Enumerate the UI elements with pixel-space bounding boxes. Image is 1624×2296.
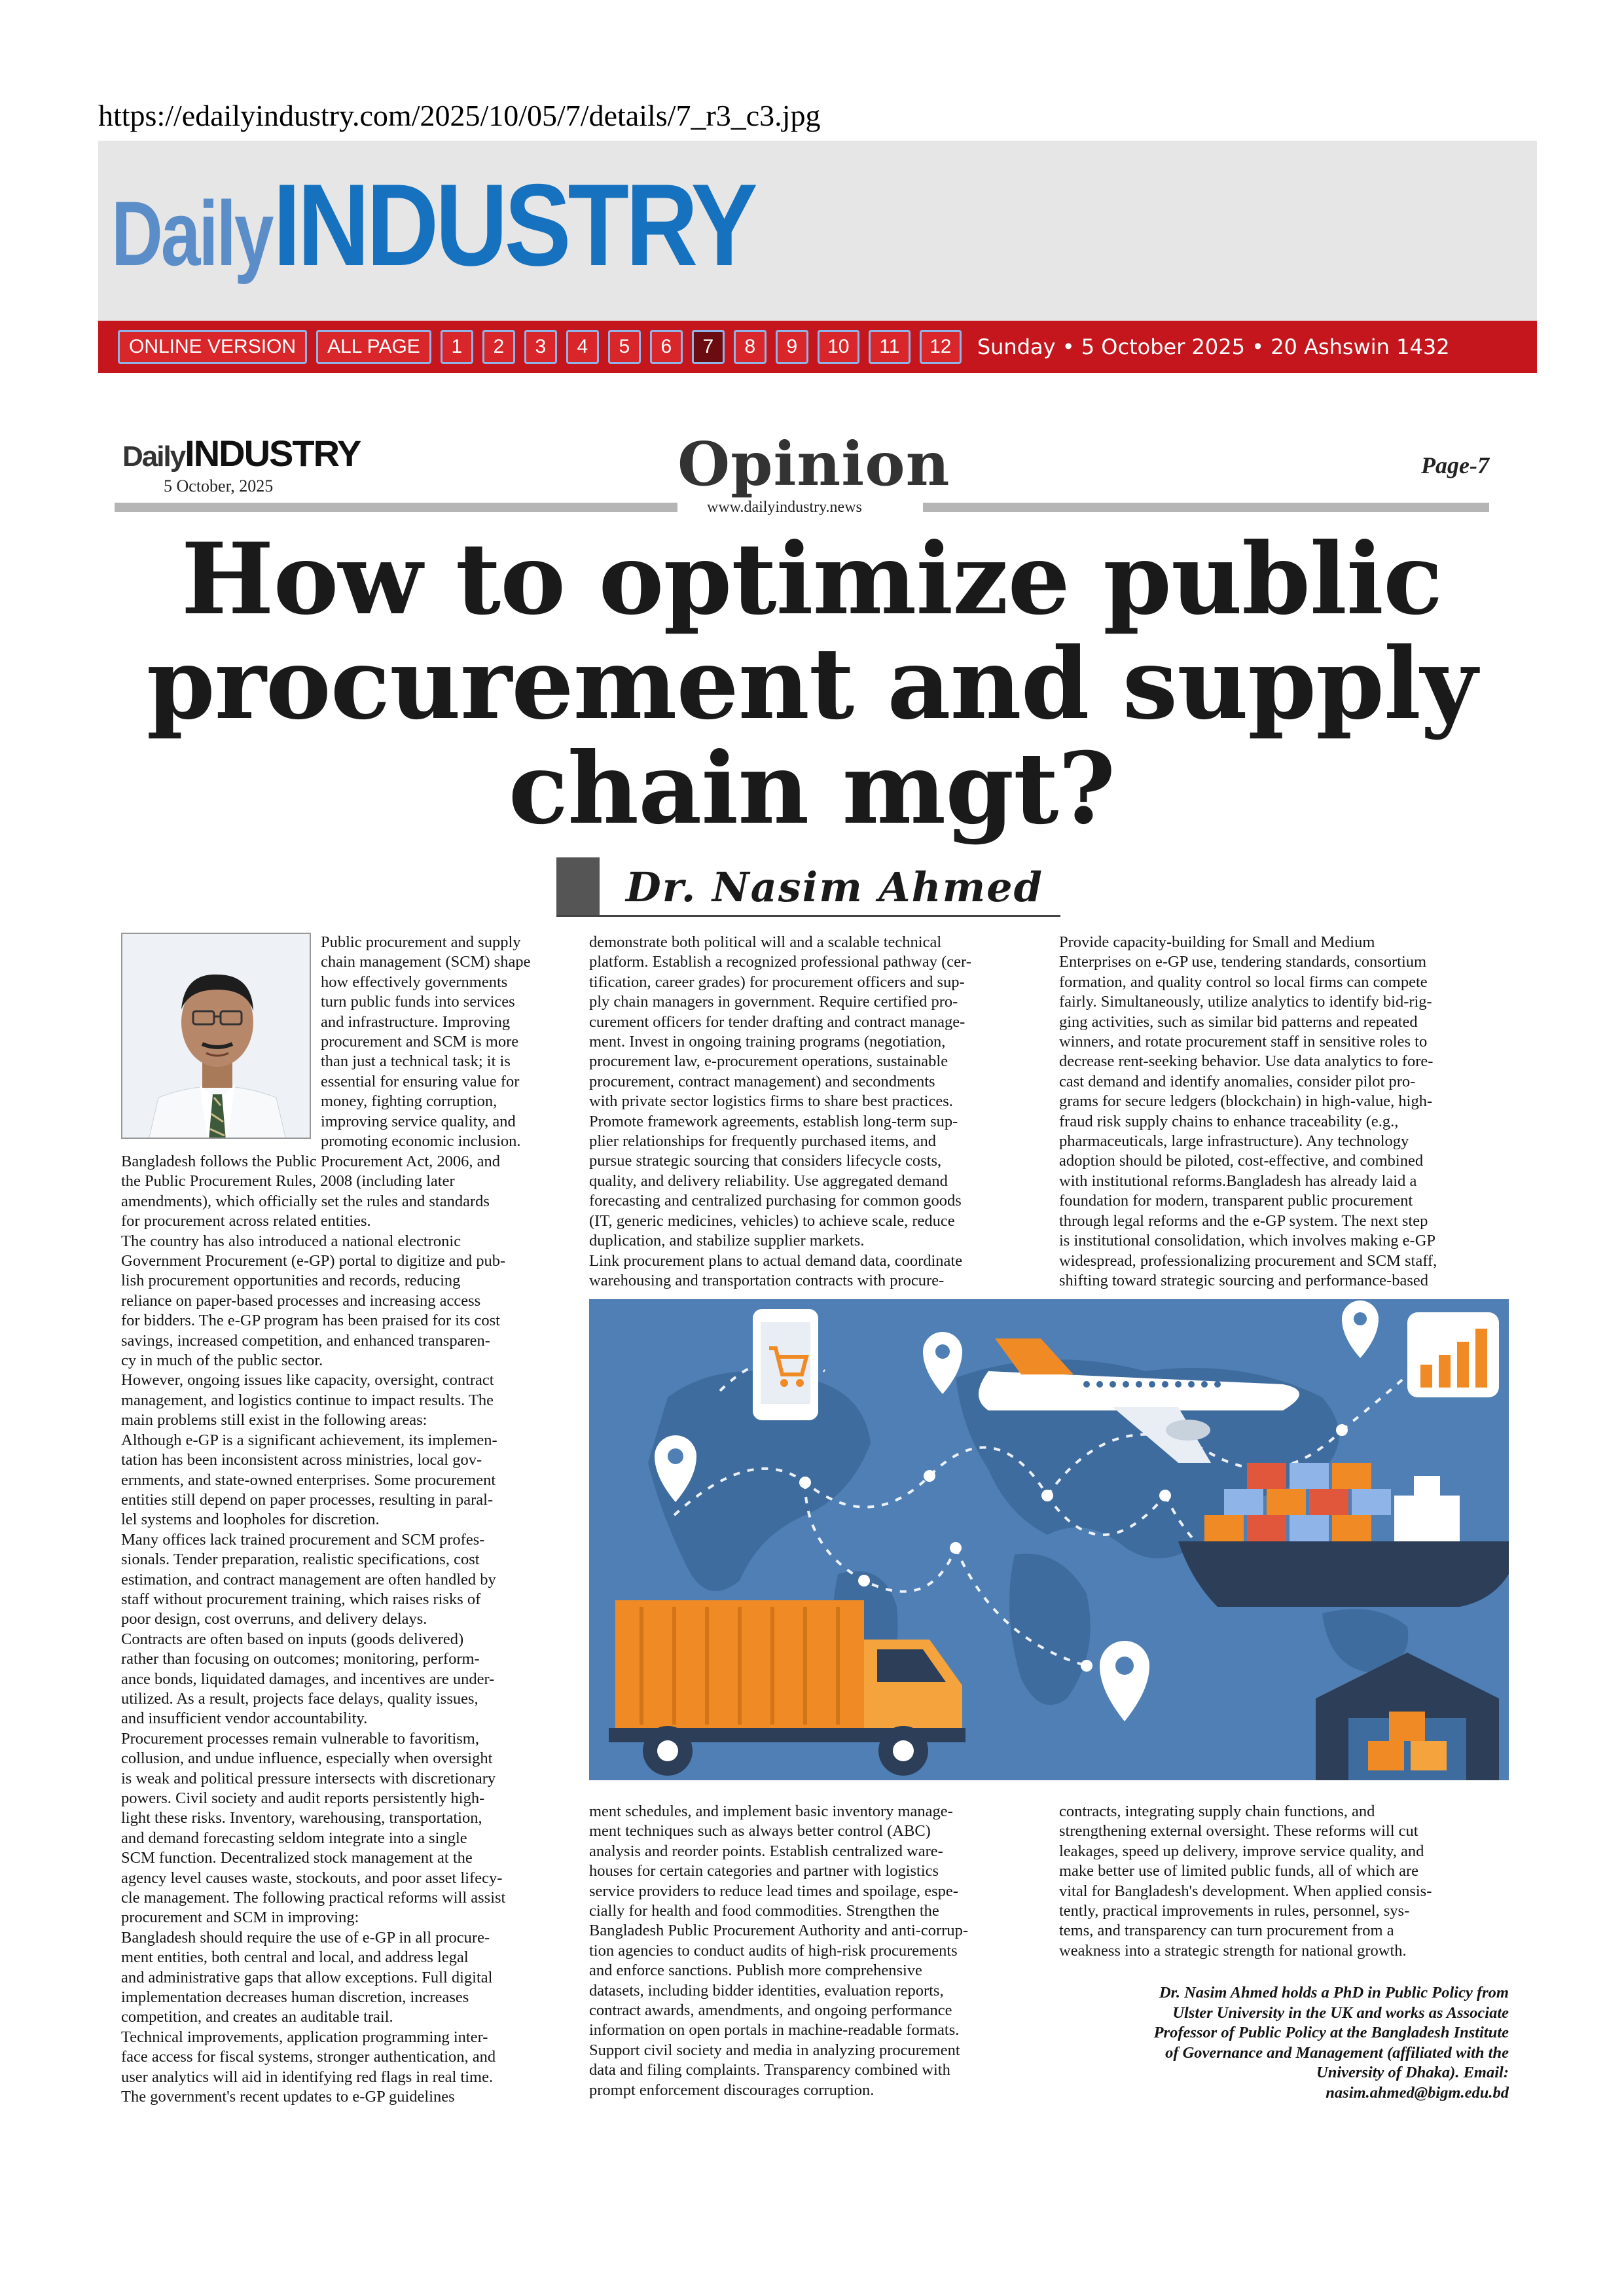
byline-bar: [556, 857, 600, 916]
page-button-9[interactable]: 9: [776, 330, 808, 364]
byline-underline: [556, 915, 1060, 917]
column-2-top: demonstrate both political will and a scalable technical platform. Establish a recognized professional pathway (cer- tification, career grades) for procurement officers and sup- ply chain managers in government. Require certified pro- curement officers for tender drafting and contract manage- ment. Invest in ongoing training programs (negotiation, procurement law, e-procurement operations, sustainable procurement, contract management) and secondments with private sector logistics firms to share best practices. Promote framework agreements, establish long-term sup- plier relationships for frequently purchased items, and pursue strategic sourcing that considers lifecycle costs, quality, and delivery reliability. Use aggregated demand forecasting and centralized purchasing for common goods (IT, generic medicines, vehicles) to achieve scale, reduce duplication, and stabilize supplier markets. Link procurement plans to actual demand data, coordinate warehousing and transportation contracts with procure-: [589, 933, 971, 1289]
site-logo[interactable]: [111, 160, 833, 290]
logo-daily-text: Daily: [111, 182, 272, 285]
paper-logo: DailyINDUSTRY: [122, 433, 361, 474]
bar-chart-icon: [1407, 1312, 1499, 1397]
page-button-8[interactable]: 8: [734, 330, 767, 364]
page-button-2[interactable]: 2: [482, 330, 515, 364]
masthead: [98, 141, 1537, 373]
online-version-button[interactable]: ONLINE VERSION: [118, 330, 307, 364]
author-photo: [121, 933, 311, 1139]
page-button-10[interactable]: 10: [818, 330, 859, 364]
page-button-6[interactable]: 6: [650, 330, 683, 364]
all-page-button[interactable]: ALL PAGE: [316, 330, 431, 364]
logo-industry-text: INDUSTRY: [272, 160, 755, 290]
source-url[interactable]: https://edailyindustry.com/2025/10/05/7/details/7_r3_c3.jpg: [98, 99, 821, 132]
smartphone-cart-icon: [753, 1309, 818, 1420]
edition-date: Sunday • 5 October 2025 • 20 Ashswin 1432: [977, 334, 1450, 359]
supply-chain-illustration: [589, 1299, 1509, 1780]
page-button-12[interactable]: 12: [920, 330, 962, 364]
page-button-4[interactable]: 4: [566, 330, 599, 364]
newspaper-page-header: [115, 429, 1489, 517]
page-navigation-bar: [98, 321, 1537, 373]
author-email[interactable]: nasim.ahmed@bigm.edu.bd: [1326, 2083, 1509, 2102]
page-number-label: Page-7: [1421, 452, 1489, 478]
column-3-bottom: contracts, integrating supply chain functions, and strengthening external oversight. These reforms will cut leakages, speed up delivery, improve service quality, and make better use of limited public funds, all of which are vital for Bangladesh's development. When applied consis- tently, practical improvements in rules, personnel, sys- tems, and transparency can turn procurement from a weakness into a strategic strength for national growth.: [1059, 1803, 1432, 1960]
paper-site-url: www.dailyindustry.news: [707, 499, 862, 516]
article-headline: How to optimize public procurement and supply chain mgt?: [146, 522, 1477, 846]
page-button-7-active[interactable]: 7: [692, 330, 725, 364]
author-name: Dr. Nasim Ahmed: [626, 863, 1043, 911]
page-button-3[interactable]: 3: [524, 330, 557, 364]
page-button-11[interactable]: 11: [869, 330, 911, 364]
section-title: Opinion: [677, 429, 950, 499]
column-3-top: Provide capacity-building for Small and Medium Enterprises on e-GP use, tendering standards, consortium formation, and quality control so local firms can compete fairly. Simultaneously, utilize analytics to identify bid-rig- ging activities, such as similar bid patterns and repeated winners, and rotate procurement staff in sensitive roles to decrease rent-seeking behavior. Use data analytics to fore- cast demand and identify anomalies, consider pilot pro- grams for secure ledgers (blockchain) in high-value, high- fraud risk supply chains to enhance traceability (e.g., pharmaceuticals, large infrastructure). Any technology adoption should be piloted, cost-effective, and combined with institutional reforms.Bangladesh has already laid a foundation for modern, transparent public procurement through legal reforms and the e-GP system. The next step is institutional consolidation, which involves making e-GP widespread, professionalizing procurement and SCM staff, shifting toward strategic sourcing and performance-based: [1059, 933, 1437, 1289]
author-bio-note: Dr. Nasim Ahmed holds a PhD in Public Policy from Ulster University in the UK and works as Associate Professor of Public Policy at the Bangladesh Institute of Governance and Management (affiliated with the University of Dhaka). Email: nasim.ahmed@bigm.edu.bd: [1060, 1983, 1509, 2103]
page-button-5[interactable]: 5: [608, 330, 641, 364]
column-1-body: Bangladesh follows the Public Procurement Act, 2006, and the Public Procurement Rules, 2008 (including later amendments), which officially set the rules and standards for procurement across related entities. The country has also introduced a national electronic Government Procurement (e-GP) portal to digitize and pub- lish procurement opportunities and records, reducing reliance on paper-based processes and increasing access for bidders. The e-GP program has been praised for its cost savings, increased competition, and enhanced transparen- cy in much of the public sector. However, ongoing issues like capacity, oversight, contract management, and logistics continue to impact results. The main problems still exist in the following areas: Although e-GP is a significant achievement, its implemen- tation has been inconsistent across ministries, local gov- ernments, and state-owned enterprises. Some procurement entities still depend on paper processes, resulting in paral- lel systems and loopholes for discretion. Many offices lack trained procurement and SCM profes- sionals. Tender preparation, realistic specifications, cost estimation, and contract management are often handled by staff without procurement training, which raises risks of poor design, cost overruns, and delivery delays. Contracts are often based on inputs (goods delivered) rather than focusing on outcomes; monitoring, perform- ance bonds, liquidated damages, and incentives are under- utilized. As a result, projects face delays, quality issues, and insufficient vendor accountability. Procurement processes remain vulnerable to favoritism, collusion, and undue influence, especially when oversight is weak and political pressure intersects with discretionary powers. Civil society and audit reports persistently high- light these risks. Inventory, warehousing, transportation, and demand forecasting seldom integrate into a single SCM function. Decentralized stock management at the agency level causes waste, stockouts, and poor asset lifecy- cle management. The following practical reforms will assist procurement and SCM in improving: Bangladesh should require the use of e-GP in all procure- ment entities, both central and local, and address legal and administrative gaps that allow exceptions. Full digital implementation decreases human discretion, increases competition, and creates an auditable trail. Technical improvements, application programming inter- face access for fiscal systems, stronger authentication, and user analytics will aid in identifying red flags in real time. The government's recent updates to e-GP guidelines: [121, 1153, 506, 2106]
column-2-bottom: ment schedules, and implement basic inventory manage- ment techniques such as always better control (ABC) analysis and reorder points. Establish centralized ware- houses for certain categories and partner with logistics service providers to reduce lead times and spoilage, espe- cially for health and food commodities. Strengthen the Bangladesh Public Procurement Authority and anti-corrup- tion agencies to conduct audits of high-risk procurements and enforce sanctions. Publish more comprehensive datasets, including bidder identities, evaluation reports, contract awards, amendments, and ongoing performance information on open portals in machine-readable formats. Support civil society and media in analyzing procurement data and filing complaints. Transparency combined with prompt enforcement discourages corruption.: [589, 1803, 969, 2099]
page-button-1[interactable]: 1: [441, 330, 473, 364]
column-1-intro: Public procurement and supply chain management (SCM) shape how effectively governments turn public funds into services and infrastructure. Improving procurement and SCM is more than just a technical task; it is essential for ensuring value for money, fighting corruption, improving service quality, and promoting economic inclusion.: [321, 933, 531, 1151]
header-rule-right: [923, 503, 1489, 512]
paper-date: 5 October, 2025: [164, 476, 274, 495]
article-byline: [556, 857, 1043, 916]
header-rule-left: [115, 503, 677, 512]
